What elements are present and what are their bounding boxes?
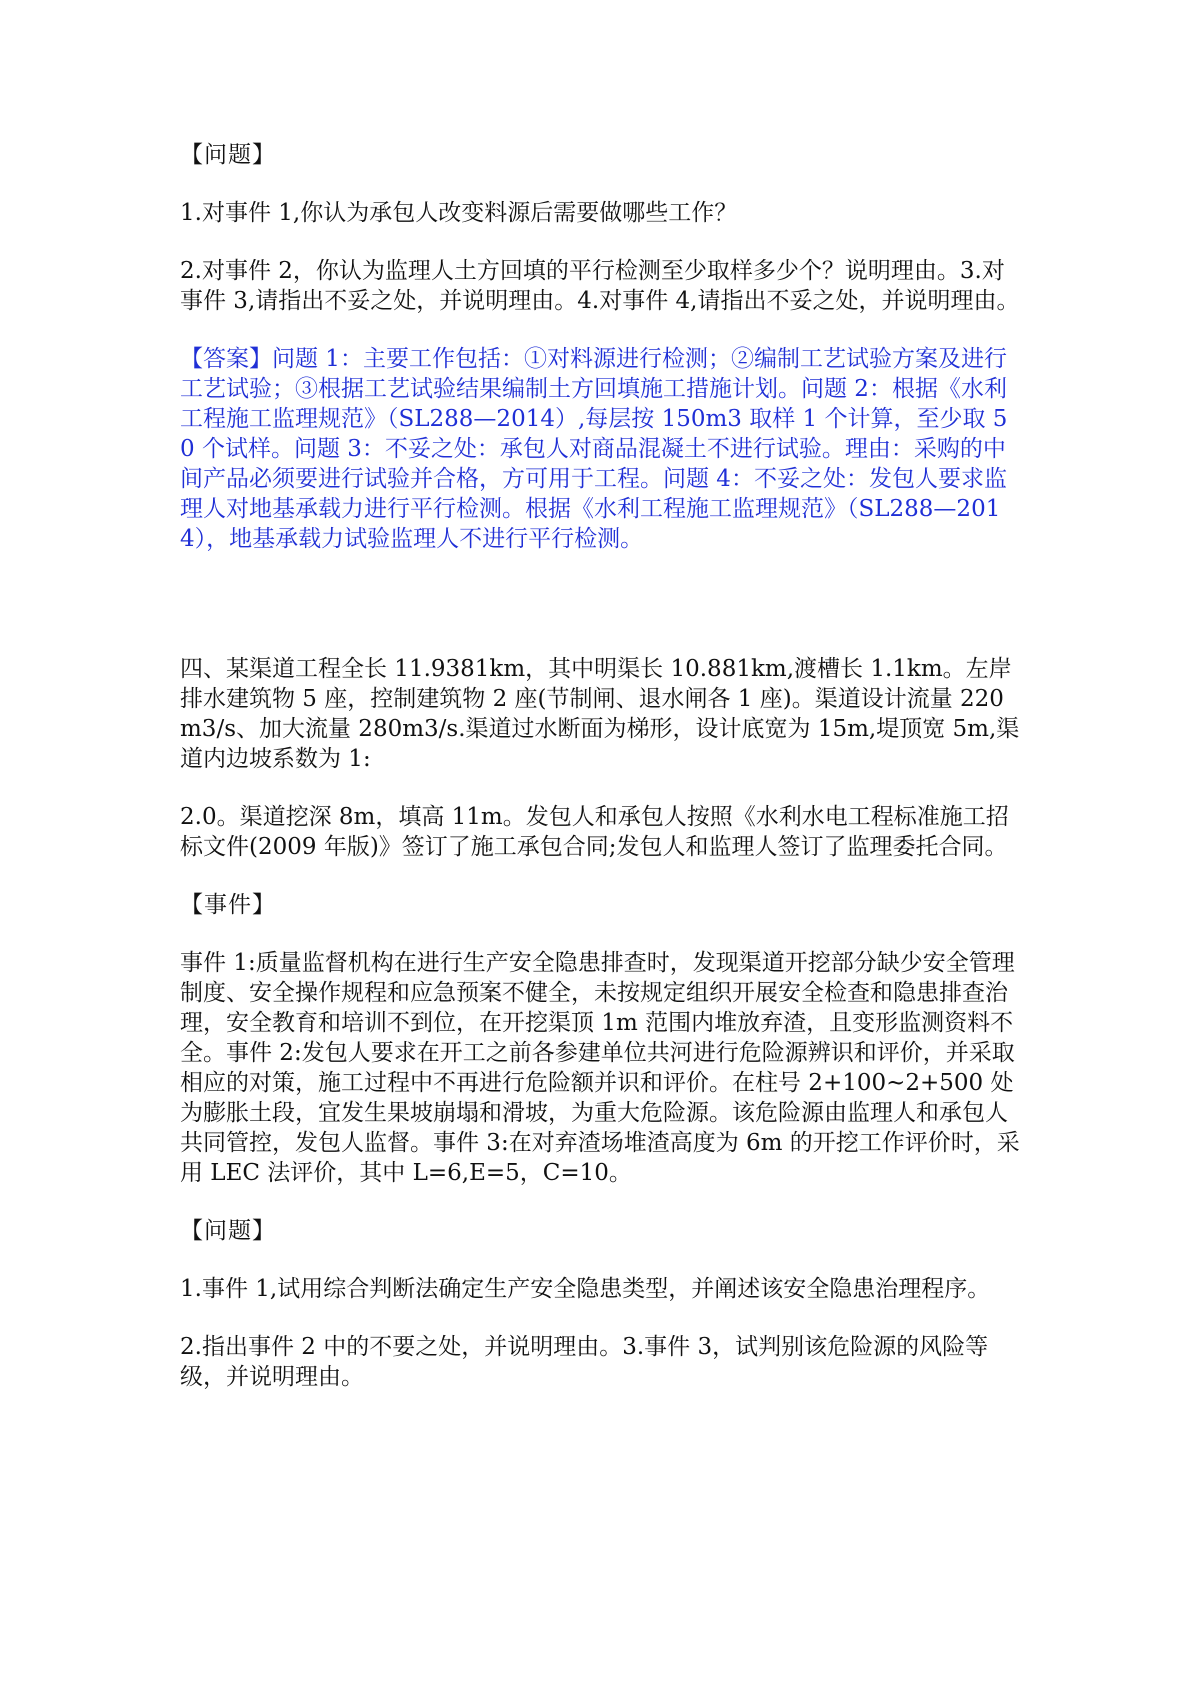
questions-2-to-4: 2.对事件 2，你认为监理人土方回填的平行检测至少取样多少个？说明理由。3.对事件 3,请指出不妥之处，并说明理由。4.对事件 4,请指出不妥之处，并说明理由。 [180, 258, 1020, 314]
events-heading: 【事件】 [180, 892, 276, 918]
questions-2-3-section2: 2.指出事件 2 中的不要之处，并说明理由。3.事件 3，试判别该危险源的风险等级，并说明理由。 [180, 1334, 989, 1390]
question-1-section2: 1.事件 1,试用综合判断法确定生产安全隐患类型，并阐述该安全隐患治理程序。 [180, 1276, 991, 1302]
events-paragraph: 事件 1:质量监督机构在进行生产安全隐患排查时，发现渠道开挖部分缺少安全管理制度、安全操作规程和应急预案不健全，未按规定组织开展安全检查和隐患排查治理，安全教育和培训不到位，在开挖渠顶 1m 范围内堆放弃渣，且变形监测资料不全。事件 2:发包人要求在开工之前各参建单位共河进行危险源辨识和评价，并采取相应的对策，施工过程中不再进行危险额并识和评价。在柱号 2+100~2+500 处为膨胀土段，宜发生果坡崩塌和滑坡，为重大危险源。该危险源由监理人和承包人共同管控，发包人监督。事件 3:在对弃渣场堆渣高度为 6m 的开挖工作评价时，采用 LEC 法评价，其中 L=6,E=5，C=10。 [180, 950, 1020, 1186]
questions-heading-2: 【问题】 [180, 1218, 276, 1244]
document-body [180, 140, 1020, 1392]
answer-block: 【答案】问题 1：主要工作包括：①对料源进行检测；②编制工艺试验方案及进行工艺试验；③根据工艺试验结果编制土方回填施工措施计划。问题 2：根据《水利工程施工监理规范》（SL288—2014）,每层按 150m3 取样 1 个计算，至少取 50 个试样。问题 3：不妥之处：承包人对商品混凝土不进行试验。理由：采购的中间产品必须要进行试验并合格，方可用于工程。问题 4：不妥之处：发包人要求监理人对地基承载力进行平行检测。根据《水利工程施工监理规范》（SL288—2014），地基承载力试验监理人不进行平行检测。 [180, 346, 1008, 552]
questions-heading: 【问题】 [180, 142, 276, 168]
question-1: 1.对事件 1,你认为承包人改变料源后需要做哪些工作？ [180, 200, 738, 226]
case-intro-part1: 四、某渠道工程全长 11.9381km，其中明渠长 10.881km,渡槽长 1.1km。左岸排水建筑物 5 座，控制建筑物 2 座(节制闸、退水闸各 1 座)。渠道设计流量 220m3/s、加大流量 280m3/s.渠道过水断面为梯形，设计底宽为 15m,堤顶宽 5m,渠道内边坡系数为 1: [180, 656, 1020, 772]
case-intro-part2: 2.0。渠道挖深 8m，填高 11m。发包人和承包人按照《水利水电工程标准施工招标文件(2009 年版)》签订了施工承包合同;发包人和监理人签订了监理委托合同。 [180, 804, 1009, 860]
